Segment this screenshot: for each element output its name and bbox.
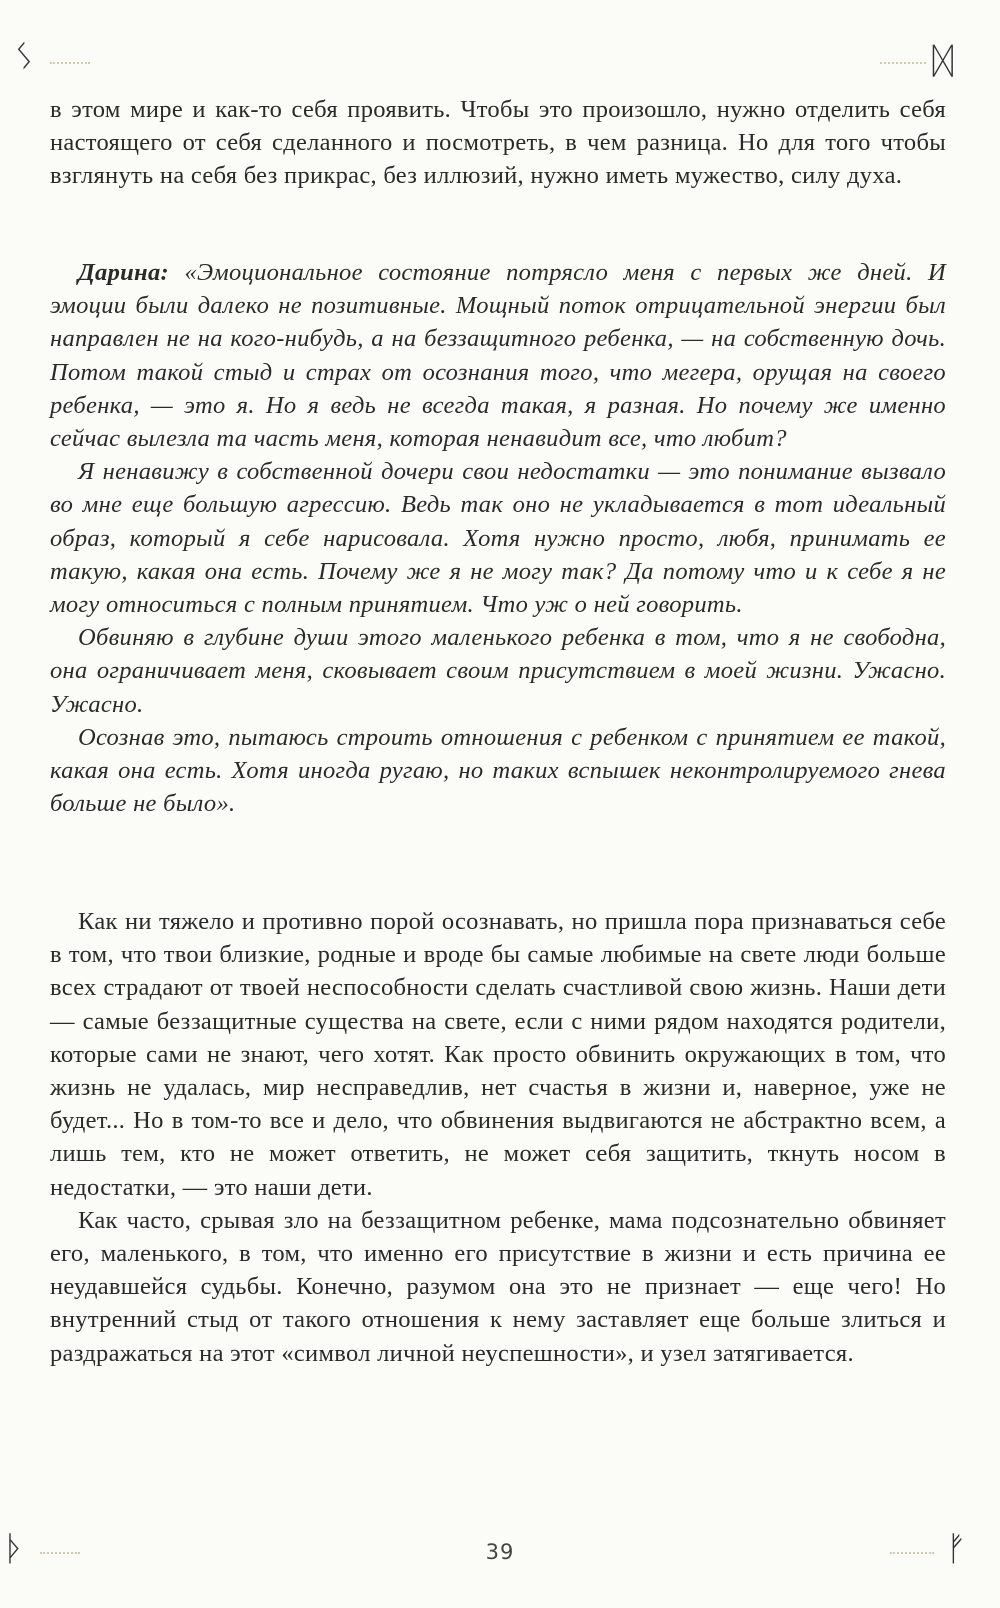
body-paragraph-1: Как ни тяжело и противно порой осознавать, но пришла пора признаваться себе в том, что твои близкие, родные и вроде бы самые любимые на свете люди больше всех страдают от твоей неспособности сделать счастливой свою жизнь. Наши дети — самые беззащитные существа на свете, если с ними рядом находятся родители, которые сами не знают, чего хотят. Как просто обвинить окружающих в том, что жизнь не удалась, мир несправедлив, нет счастья в жизни и, наверное, уже не будет... Но в том-то все и дело, что обвинения выдвигаются не абстрактно всем, а лишь тем, кто не может ответить, не может себя защитить, ткнуть носом в недостатки, — это наши дети.: [50, 908, 946, 1201]
intro-block: [50, 93, 946, 193]
header-rule-right: [880, 62, 926, 64]
quote-block: [50, 256, 946, 820]
quote-speaker: Дарина:: [78, 259, 169, 286]
body-block: [50, 905, 946, 1370]
thurisaz-rune-icon: ᚦ: [4, 1529, 25, 1569]
page-number: 39: [485, 1540, 515, 1564]
dagaz-rune-icon: ᛞ: [932, 41, 954, 82]
intro-paragraph: в этом мире и как-то себя проявить. Чтобы это произошло, нужно отделить себя настоящего от себя сделанного и посмотреть, в чем разница. Но для того чтобы взглянуть на себя без прикрас, без иллюзий, нужно иметь мужество, силу духа.: [50, 96, 946, 190]
quote-text-1: «Эмоциональное состояние потрясло меня с первых же дней. И эмоции были далеко не позитивные. Мощный поток отрицательной энергии был направлен не на кого-нибудь, а на беззащитного ребенка, — на собственную дочь. Потом такой стыд и страх от осознания того, что мегера, орущая на своего ребенка, — это я. Но я ведь не всегда такая, я разная. Но почему же именно сейчас вылезла та часть меня, которая ненавидит все, что любит?: [50, 259, 946, 453]
header-rule-left: [50, 62, 90, 64]
quote-paragraph-2: Я ненавижу в собственной дочери свои недостатки — это понимание вызвало во мне еще большую агрессию. Ведь так оно не укладывается в тот идеальный образ, который я себе нарисовала. Хотя нужно просто, любя, принимать ее такую, какая она есть. Почему же я не могу так? Да потому что и к себе я не могу относиться с полным принятием. Что уж о ней говорить.: [50, 458, 946, 619]
quote-paragraph-1: [50, 256, 946, 455]
body-paragraph-2: Как часто, срывая зло на беззащитном ребенке, мама подсознательно обвиняет его, маленького, в том, что именно его присутствие в жизни и есть причина ее неудавшейся судьбы. Конечно, разумом она это не признает — еще чего! Но внутренний стыд от такого отношения к нему заставляет еще больше злиться и раздражаться на этот «символ личной неуспешности», и узел затягивается.: [50, 1206, 946, 1367]
fehu-rune-icon: ᚠ: [946, 1529, 967, 1569]
footer-rule-right: [890, 1552, 934, 1554]
quote-paragraph-4: Осознав это, пытаюсь строить отношения с ребенком с принятием ее такой, какая она есть. Хотя иногда ругаю, но таких вспышек неконтролируемого гнева больше не было».: [50, 723, 946, 818]
quote-paragraph-3: Обвиняю в глубине души этого маленького ребенка в том, что я не свободна, она ограничивает меня, сковывает своим присутствием в моей жизни. Ужасно. Ужасно.: [50, 624, 946, 718]
sowilo-rune-icon: ᛊ: [14, 37, 35, 77]
